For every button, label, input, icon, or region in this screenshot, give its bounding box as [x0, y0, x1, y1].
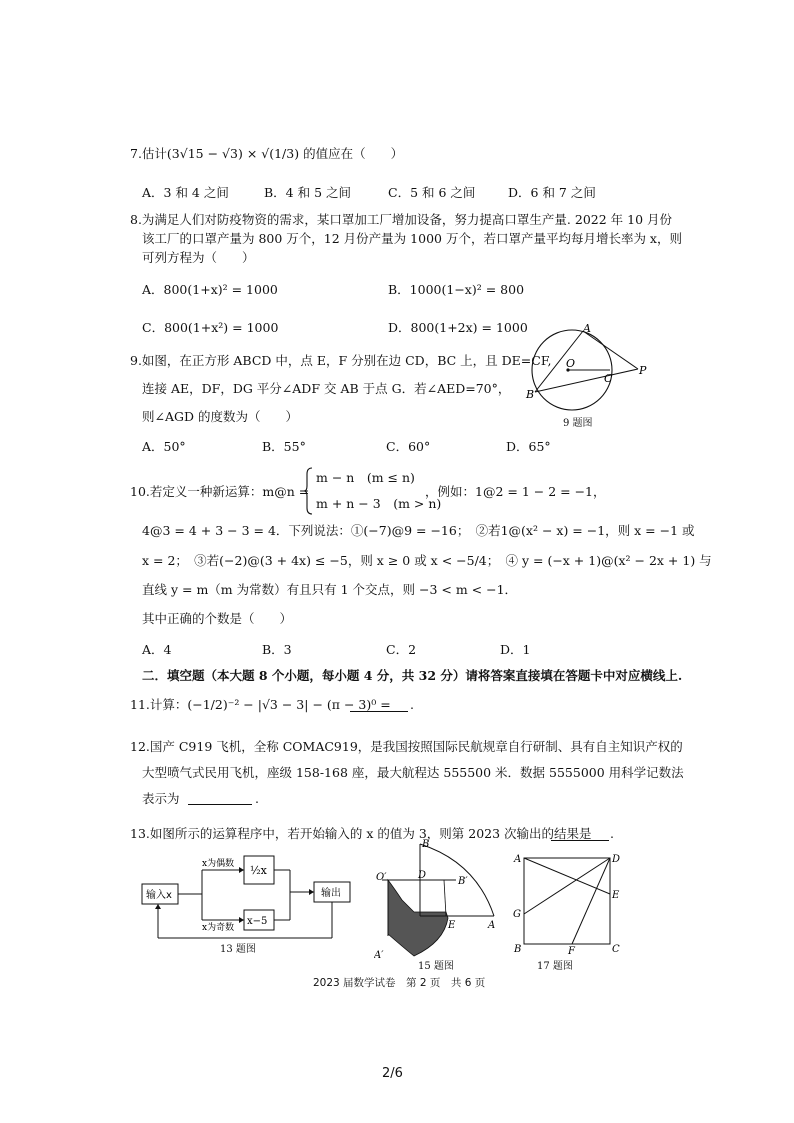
fig17-label-b: B	[514, 944, 522, 955]
q8-option-c: C．800(1+x²) = 1000	[142, 320, 279, 335]
section-2-heading: 二．填空题（本大题 8 个小题，每小题 4 分，共 32 分）请将答案直接填在答题卡中对应横线上.	[142, 668, 683, 683]
q10-line-1b: ，例如：1@2 = 1 − 2 = −1，	[425, 484, 606, 499]
q8-line-3: 可列方程为（ ）	[142, 250, 255, 265]
q9-label-c: C	[604, 372, 613, 385]
flow-odd-label: x为奇数	[202, 923, 235, 933]
q10-option-d: D．1	[500, 642, 531, 657]
fig15-label-a: A	[488, 920, 496, 931]
q12-answer-blank	[188, 804, 252, 805]
fig15-caption: 15 题图	[418, 961, 454, 972]
flow-half-box: ½x	[250, 864, 267, 877]
q7-option-b: B．4 和 5 之间	[264, 185, 352, 200]
q12-line-2: 大型喷气式民用飞机，座级 158-168 座，最大航程达 555500 米．数据 5555000 用科学记数法	[142, 765, 684, 780]
fig17-label-g: G	[513, 909, 521, 920]
fig15-label-o-prime: O′	[376, 872, 387, 883]
q10-brace-icon	[303, 466, 313, 516]
q12-line-3: 表示为	[142, 791, 180, 806]
fig17-label-a: A	[514, 854, 522, 865]
q10-line-1a: 10.若定义一种新运算：m@n =	[130, 484, 310, 499]
fig17-label-f: F	[568, 946, 575, 956]
fig15-label-a-prime: A′	[374, 950, 384, 961]
q9-label-b: B	[526, 388, 535, 401]
q10-option-c: C．2	[386, 642, 417, 657]
fig15-label-b-prime: B′	[458, 876, 468, 887]
q9-line-3: 则∠AGD 的度数为（ ）	[142, 409, 298, 424]
fig17-label-e: E	[612, 890, 620, 901]
flow-minus5-box: x−5	[247, 916, 268, 927]
q10-case-1: m − n (m ≤ n)	[316, 470, 415, 485]
fig17-figure	[510, 852, 630, 956]
q10-case-2: m + n − 3 (m > n)	[316, 496, 442, 511]
fig15-label-e: E	[448, 920, 456, 931]
q8-option-b: B．1000(1−x)² = 800	[388, 282, 525, 297]
q9-option-b: B．55°	[262, 439, 306, 454]
q11-tail: .	[410, 697, 414, 712]
q9-label-o: O	[566, 357, 576, 370]
flow-output-label: 输出	[321, 888, 341, 899]
q13-stem: 13.如图所示的运算程序中，若开始输入的 x 的值为 3，则第 2023 次输出的结果是	[130, 826, 592, 841]
q13-figure-caption: 13 题图	[220, 944, 256, 955]
q8-option-a: A．800(1+x)² = 1000	[142, 282, 278, 297]
q9-option-d: D．65°	[506, 439, 551, 454]
q13-answer-blank	[551, 840, 609, 841]
q9-line-1: 9.如图，在正方形 ABCD 中，点 E，F 分别在边 CD，BC 上，且 DE=CF,	[130, 353, 552, 368]
q10-line-4: 直线 y = m（m 为常数）有且只有 1 个交点，则 −3 < m < −1．	[142, 582, 518, 597]
q11-stem: 11.计算：(−1/2)⁻² − |√3 − 3| − (π − 3)⁰ =	[130, 697, 391, 712]
fig15-label-b: B	[422, 839, 430, 850]
q10-line-3: x = 2； ③若(−2)@(3 + 4x) ≤ −5，则 x ≥ 0 或 x < −5/4； ④ y = (−x + 1)@(x² − 2x + 1) 与	[142, 553, 712, 568]
fig17-label-c: C	[612, 944, 620, 955]
page-footer: 2023 届数学试卷 第 2 页 共 6 页	[313, 977, 486, 989]
q10-line-2: 4@3 = 4 + 3 − 3 = 4．下列说法：①(−7)@9 = −16； ②若1@(x² − x) = −1，则 x = −1 或	[142, 523, 695, 538]
q10-option-b: B．3	[262, 642, 292, 657]
q13-tail: .	[610, 826, 614, 841]
q7-option-c: C．5 和 6 之间	[388, 185, 476, 200]
q10-option-a: A．4	[142, 642, 172, 657]
q9-label-a: A	[583, 322, 591, 335]
page-number: 2/6	[382, 1066, 403, 1081]
fig15-figure	[374, 838, 504, 962]
q7-option-a: A．3 和 4 之间	[142, 185, 229, 200]
q9-line-2: 连接 AE，DF，DG 平分∠ADF 交 AB 于点 G．若∠AED=70°，	[142, 381, 511, 396]
q12-line-1: 12.国产 C919 飞机，全称 COMAC919，是我国按照国际民航规章自行研制、具有自主知识产权的	[130, 739, 683, 754]
fig15-label-d: D	[418, 870, 427, 881]
q7-stem: 7.估计(3√15 − √3) × √(1/3) 的值应在（ ）	[130, 146, 404, 161]
q11-answer-blank	[350, 711, 408, 712]
q8-line-1: 8.为满足人们对防疫物资的需求，某口罩加工厂增加设备，努力提高口罩生产量. 2022 年 10 月份	[130, 212, 673, 227]
q10-line-5: 其中正确的个数是（ ）	[142, 611, 293, 626]
flow-input-label: 输入x	[146, 890, 172, 901]
fig17-caption: 17 题图	[537, 961, 573, 972]
flow-even-label: x为偶数	[202, 859, 235, 869]
q13-flowchart	[140, 848, 362, 948]
fig17-label-d: D	[612, 854, 621, 865]
q8-line-2: 该工厂的口罩产量为 800 万个，12 月份产量为 1000 万个，若口罩产量平均每月增长率为 x，则	[142, 231, 682, 246]
q9-option-a: A．50°	[142, 439, 186, 454]
q9-label-p: P	[639, 364, 647, 377]
q12-tail: .	[255, 791, 259, 806]
q9-figure-caption: 9 题图	[563, 418, 593, 429]
q7-option-d: D．6 和 7 之间	[508, 185, 596, 200]
q9-option-c: C．60°	[386, 439, 431, 454]
q8-option-d: D．800(1+2x) = 1000	[388, 320, 528, 335]
